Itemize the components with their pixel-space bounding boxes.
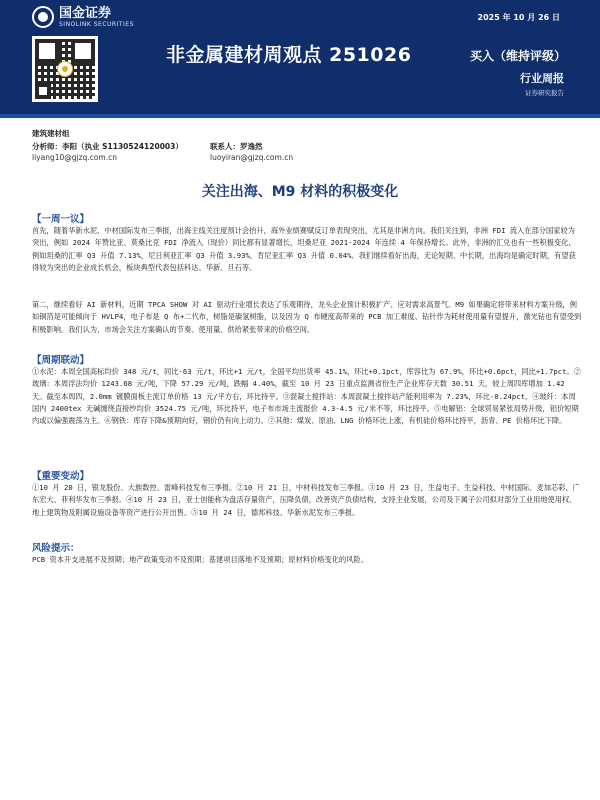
weekly-topic-paragraph-1: 首先，随着华新水泥、中材国际发布三季报，出海主线关注度预计会抬升，海外业绩赛赋反订单表现突出，尤其是非洲方向。我们关注到，非洲 FDI 流入在部分国家较为突出，例如 2024 年赞比亚、莫桑比克 FDI 净流入（现价）同比都有显著增长，坦桑尼亚 2021-2024 年连续 4 年保持增长。此外，非洲的汇兑也有一些积极变化，例如坦桑的汇率 Q3 升值 7.13%，尼日利亚汇率 Q3 升值 3.93%，肯尼亚汇率 Q3 升值 0.04%。我们继续看好出海，无论短期、中长期，出海均是确定时期，有望获得较为突出的企业成长机会，板块典型代表包括科达、华新、旦石等。 [32, 226, 576, 272]
report-title: 非金属建材周观点 251026 [166, 44, 412, 66]
contact-label: 联系人：罗逸然 [210, 142, 263, 151]
key-changes-paragraph: ①10 月 20 日，银龙股份、大族数控、雷峰科技发布三季报。②10 月 21 日，中材科技发布三季报。③10 月 23 日，生益电子、生益科技、中材国际、麦加芯彩、广东宏大、菲利华发布三季报。④10 月 23 日，亚士创能称为盘活存量资产，压降负债，改善资产负债结构，支持主业发展，公司及下属子公司拟对部分工业用地使用权、地上建筑物及附属设施设备等资产进行公开出售。⑤10 月 24 日，德邦科技、华新水泥发布三季报。 [32, 483, 580, 517]
rating-badge: 买入（维持评级） [469, 49, 566, 63]
contact-email-link[interactable]: luoyiran@gjzq.com.cn [210, 153, 294, 162]
report-type: 行业周报 [520, 72, 564, 85]
logo-cn-text: 国金证券 [59, 5, 112, 21]
sector-label: 建筑建材组 [32, 129, 70, 138]
section-heading-risk: 风险提示： [32, 543, 80, 554]
cycle-linkage-paragraph: ①水泥：本周全国高标均价 348 元/t，同比-63 元/t，环比+1 元/t，全国平均出货率 45.1%，环比+0.1pct，库容比为 67.9%，环比+0.6pct，同比+1.7pct。②玻璃：本周浮法均价 1243.68 元/吨，下降 57.29 元/吨，跌幅 4.40%，截至 10 月 23 日重点监测省份生产企业库存天数 30.51 天，较上周四库增加 1.42 天。截至本周四，2.0mm 镀膜面板主流订单价格 13 元/平方右，环比持平。③混凝土搅拌站：本周混凝土搅拌站产能利用率为 7.23%，环比-0.24pct。④玻纤：本周国内 2400tex 无碱缠绕直接纱均价 3524.75 元/吨，环比持平，电子布市场主流报价 4.3-4.5 元/米不等，环比持平。⑤电解铝：全球贸易紧张局势升级，铝价短期内或以偏强震荡为主。⑥钢铁：库存下降&预期向好，钢价仍有向上动力。⑦其他：煤炭、原油、LNG 价格环比上涨，有机硅价格环比持平，沥青、PE 价格环比下降。 [32, 367, 581, 426]
logo-en-text: SINOLINK SECURITIES [59, 20, 134, 28]
main-title: 关注出海、M9 材料的积极变化 [201, 184, 399, 200]
section-heading-key-changes: 【重要变动】 [32, 471, 90, 482]
author-info [32, 128, 572, 163]
company-logo [32, 6, 134, 28]
report-date: 2025 年 10 月 26 日 [477, 13, 560, 22]
risk-paragraph: PCB 资本开支进展不及预期；地产政策变动不及预期；基建项目落地不及预期；原材料价格变化的风险。 [32, 555, 368, 564]
section-heading-weekly-topic: 【一周一议】 [32, 214, 90, 225]
qr-code-pattern-icon [35, 39, 95, 99]
analyst-label: 分析师：李阳（执业 S1130524120003） [32, 142, 183, 151]
qr-center-logo-icon [57, 61, 73, 77]
report-subtitle: 证券研究报告 [525, 89, 564, 97]
sinolink-logo-icon [32, 6, 54, 28]
weekly-topic-paragraph-2: 第二，继续看好 AI 新材料，近期 TPCA SHOW 对 AI 驱动行业增长表达了乐观期待，龙头企业预计积极扩产、应对需求高景气。M9 如果确定将带来材料方案升级，例如铜箔是可能倾向于 HVLP4，电子布是 Q 布+二代布，树脂是碳氢树脂，以及因为 Q 布硬度高带来的 PCB 加工难度、钻针作为耗材使用量有望提升，激光钻也有望受到积极影响。我们认为，市场会关注方案确认的节奏、使用量、供给紧张带来的价格空间。 [32, 300, 582, 334]
analyst-email-link[interactable]: liyang10@gjzq.com.cn [32, 153, 117, 162]
qr-code [32, 36, 98, 102]
section-heading-cycle-linkage: 【周期联动】 [32, 355, 90, 366]
report-header-banner [0, 0, 600, 118]
